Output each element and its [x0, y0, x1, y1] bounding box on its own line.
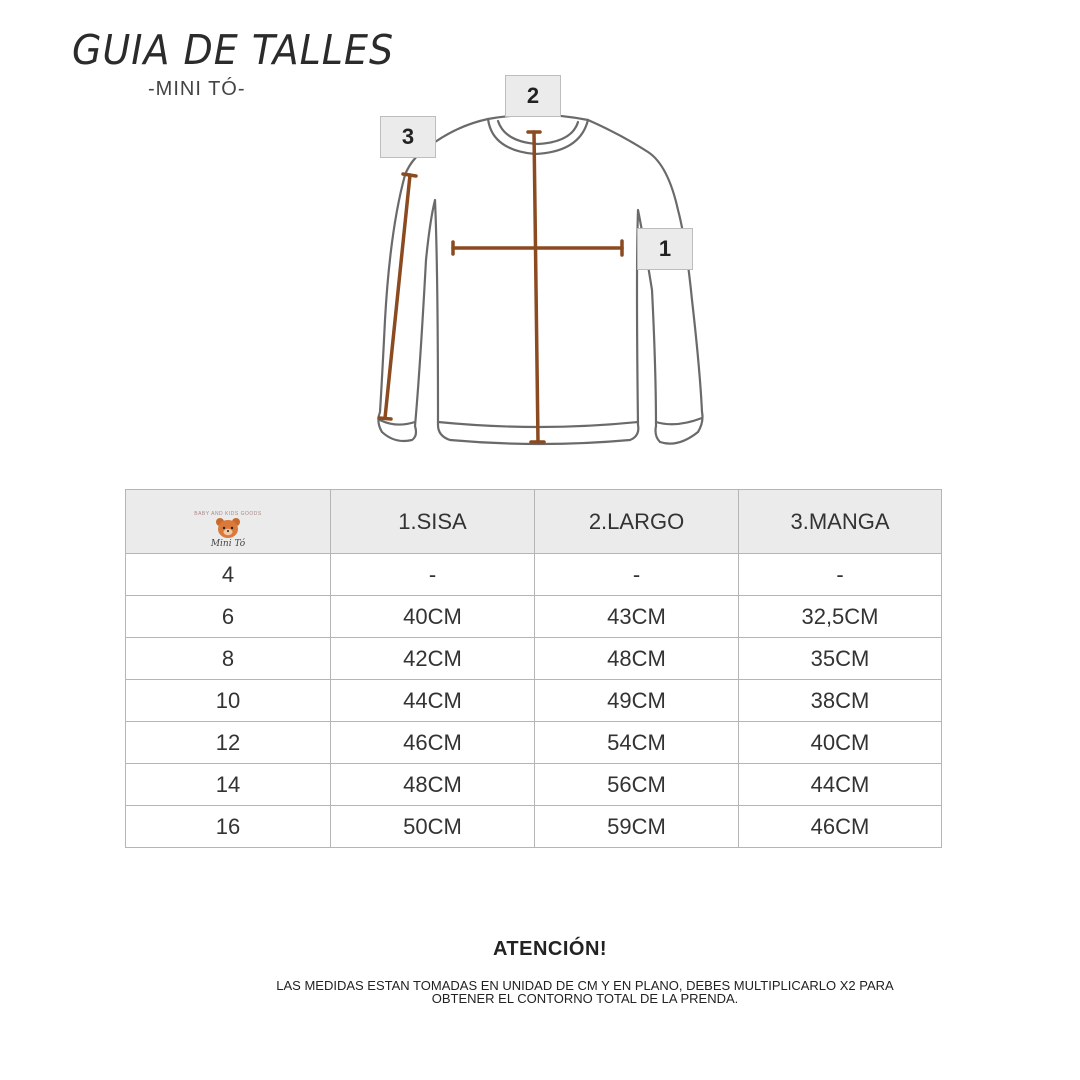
manga-cell: 38CM: [739, 680, 942, 722]
size-table: [125, 489, 942, 848]
label-2-box: 2: [505, 75, 561, 117]
notice-line-2: OBTENER EL CONTORNO TOTAL DE LA PRENDA.: [431, 991, 739, 1006]
sisa-cell: 50CM: [331, 806, 535, 848]
size-cell: 10: [126, 680, 331, 722]
logo-arc-text: BABY AND KIDS GOODS: [194, 510, 262, 517]
manga-cell: 44CM: [739, 764, 942, 806]
sisa-cell: 44CM: [331, 680, 535, 722]
table-row: [126, 680, 942, 722]
table-row: [126, 722, 942, 764]
label-3-box: 3: [380, 116, 436, 158]
measurement-lines: [379, 132, 622, 442]
brand-logo-cell: [126, 490, 331, 554]
sisa-cell: 48CM: [331, 764, 535, 806]
size-cell: 6: [126, 596, 331, 638]
sweater-diagram: [360, 70, 720, 455]
sisa-cell: 42CM: [331, 638, 535, 680]
bear-icon: [215, 517, 241, 539]
logo-brand-name: Mini Tó: [210, 538, 246, 549]
largo-cell: 49CM: [535, 680, 739, 722]
size-cell: 8: [126, 638, 331, 680]
header-largo: 2.LARGO: [535, 490, 739, 554]
brand-logo: [194, 511, 261, 549]
label-1-box: 1: [637, 228, 693, 270]
largo-cell: 48CM: [535, 638, 739, 680]
table-row: [126, 596, 942, 638]
size-cell: 14: [126, 764, 331, 806]
largo-cell: 56CM: [535, 764, 739, 806]
largo-cell: 43CM: [535, 596, 739, 638]
header-manga: 3.MANGA: [739, 490, 942, 554]
manga-cell: 40CM: [739, 722, 942, 764]
notice-title: ATENCIÓN!: [492, 938, 608, 960]
sisa-cell: 40CM: [331, 596, 535, 638]
table-row: [126, 806, 942, 848]
largo-cell: -: [535, 554, 739, 596]
header-sisa: 1.SISA: [331, 490, 535, 554]
manga-cell: -: [739, 554, 942, 596]
sisa-cell: 46CM: [331, 722, 535, 764]
table-row: [126, 638, 942, 680]
notice-line-1: LAS MEDIDAS ESTAN TOMADAS EN UNIDAD DE CM Y EN PLANO, DEBES MULTIPLICARLO X2 PARA: [276, 978, 894, 993]
table-row: [126, 554, 942, 596]
table-header-row: [126, 490, 942, 554]
size-cell: 12: [126, 722, 331, 764]
size-cell: 16: [126, 806, 331, 848]
largo-cell: 59CM: [535, 806, 739, 848]
page-title: GUIA DE TALLES: [72, 26, 395, 74]
sisa-cell: -: [331, 554, 535, 596]
manga-cell: 35CM: [739, 638, 942, 680]
table-row: [126, 764, 942, 806]
manga-cell: 32,5CM: [739, 596, 942, 638]
notice-text: [232, 979, 938, 1005]
page-subtitle: -MINI TÓ-: [148, 78, 246, 100]
length-measure-line: [534, 132, 538, 442]
size-cell: 4: [126, 554, 331, 596]
manga-cell: 46CM: [739, 806, 942, 848]
largo-cell: 54CM: [535, 722, 739, 764]
